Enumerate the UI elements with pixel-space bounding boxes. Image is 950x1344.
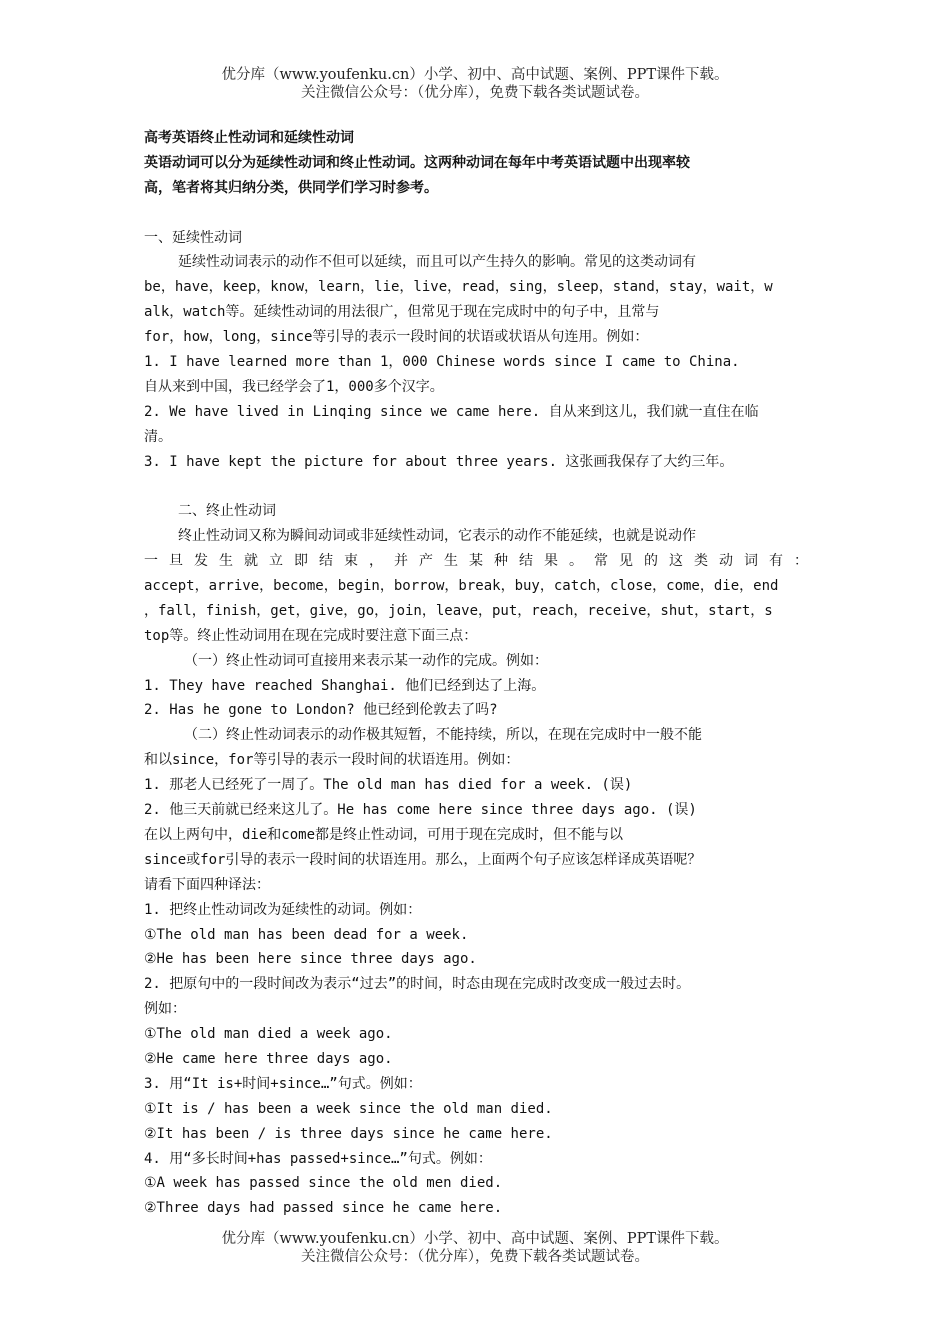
method-line: 2. 把原句中的一段时间改为表示“过去”的时间，时态由现在完成时改变成一般过去时。 — [144, 976, 691, 993]
method-line: ②It has been / is three days since he came here. — [144, 1125, 553, 1142]
point-2-example: 1. 那老人已经死了一周了。The old man has died for a week. (误) — [144, 777, 633, 794]
explain-line: 请看下面四种译法： — [144, 876, 270, 893]
page-footer — [0, 1230, 950, 1266]
sec1-para-line: be，have，keep，know，learn，lie，live，read，sing，sleep，stand，stay，wait，w — [144, 279, 773, 296]
point-1-example: 2. Has he gone to London? 他已经到伦敦去了吗? — [144, 702, 498, 719]
method-line: ①The old man died a week ago. — [144, 1026, 393, 1043]
sec2-para-line: 终止性动词又称为瞬间动词或非延续性动词，它表示的动作不能延续，也就是说动作 — [178, 528, 696, 545]
sec1-para-line: for，how，long，since等引导的表示一段时间的状语或状语从句连用。例如： — [144, 329, 649, 346]
method-line: 例如： — [144, 1001, 186, 1018]
header-line-2: 关注微信公众号：（优分库），免费下载各类试题试卷。 — [301, 85, 649, 101]
sec1-example: 1. I have learned more than 1，000 Chinese words since I came to China. — [144, 354, 740, 371]
sec1-para-line: 延续性动词表示的动作不但可以延续，而且可以产生持久的影响。常见的这类动词有 — [178, 254, 696, 271]
point-1-example: 1. They have reached Shanghai. 他们已经到达了上海。 — [144, 677, 546, 694]
point-2: 和以since，for等引导的表示一段时间的状语连用。例如： — [144, 752, 520, 769]
method-line: ②Three days had passed since he came here. — [144, 1200, 503, 1217]
section-2-heading: 二、终止性动词 — [178, 503, 276, 520]
intro-line: 英语动词可以分为延续性动词和终止性动词。这两种动词在每年中考英语试题中出现率较 — [144, 154, 690, 171]
method-line: ①It is / has been a week since the old man died. — [144, 1100, 553, 1117]
sec1-example: 2. We have lived in Linqing since we came here. 自从来到这儿，我们就一直住在临 — [144, 403, 759, 420]
method-line: ②He came here three days ago. — [144, 1050, 393, 1067]
intro-line: 高，笔者将其归纳分类，供同学们学习时参考。 — [144, 179, 438, 196]
sec1-example: 清。 — [144, 428, 172, 445]
doc-title: 高考英语终止性动词和延续性动词 — [144, 130, 354, 146]
method-line: 3. 用“It is+时间+since…”句式。例如： — [144, 1075, 422, 1092]
explain-line: since或for引导的表示一段时间的状语连用。那么，上面两个句子应该怎样译成英语呢？ — [144, 851, 702, 868]
footer-line-2: 关注微信公众号：（优分库），免费下载各类试题试卷。 — [301, 1249, 649, 1265]
sec1-example: 3. I have kept the picture for about three years. 这张画我保存了大约三年。 — [144, 453, 734, 470]
sec2-para-line: 一旦发生就立即结束，并产生某种结果。常见的这类动词有： — [144, 553, 808, 570]
point-1: （一）终止性动词可直接用来表示某一动作的完成。例如： — [184, 652, 548, 669]
method-line: 4. 用“多长时间+has passed+since…”句式。例如： — [144, 1150, 492, 1167]
footer-line-1: 优分库（www.youfenku.cn）小学、初中、高中试题、案例、PPT课件下载。 — [221, 1231, 729, 1247]
sec2-para-line: ，fall，finish，get，give，go，join，leave，put，reach，receive，shut，start，s — [144, 602, 773, 619]
header-line-1: 优分库（www.youfenku.cn）小学、初中、高中试题、案例、PPT课件下载。 — [221, 67, 729, 83]
section-1-heading: 一、延续性动词 — [144, 229, 242, 246]
sec2-para-line: top等。终止性动词用在现在完成时要注意下面三点： — [144, 627, 478, 644]
point-2: （二）终止性动词表示的动作极其短暂，不能持续，所以，在现在完成时中一般不能 — [184, 727, 702, 744]
method-line: ①A week has passed since the old men died. — [144, 1175, 503, 1192]
method-line: ①The old man has been dead for a week. — [144, 926, 469, 943]
page-header — [0, 66, 950, 102]
sec1-example: 自从来到中国，我已经学会了1，000多个汉字。 — [144, 378, 444, 395]
method-line: ②He has been here since three days ago. — [144, 951, 477, 968]
sec2-para-line: accept，arrive，become，begin，borrow，break，buy，catch，close，come，die，end — [144, 578, 779, 595]
explain-line: 在以上两句中，die和come都是终止性动词，可用于现在完成时，但不能与以 — [144, 826, 623, 843]
method-line: 1. 把终止性动词改为延续性的动词。例如： — [144, 901, 422, 918]
point-2-example: 2. 他三天前就已经来这儿了。He has come here since three days ago. (误) — [144, 802, 697, 819]
sec1-para-line: alk，watch等。延续性动词的用法很广，但常见于现在完成时中的句子中，且常与 — [144, 304, 660, 321]
document-body — [144, 126, 808, 1221]
